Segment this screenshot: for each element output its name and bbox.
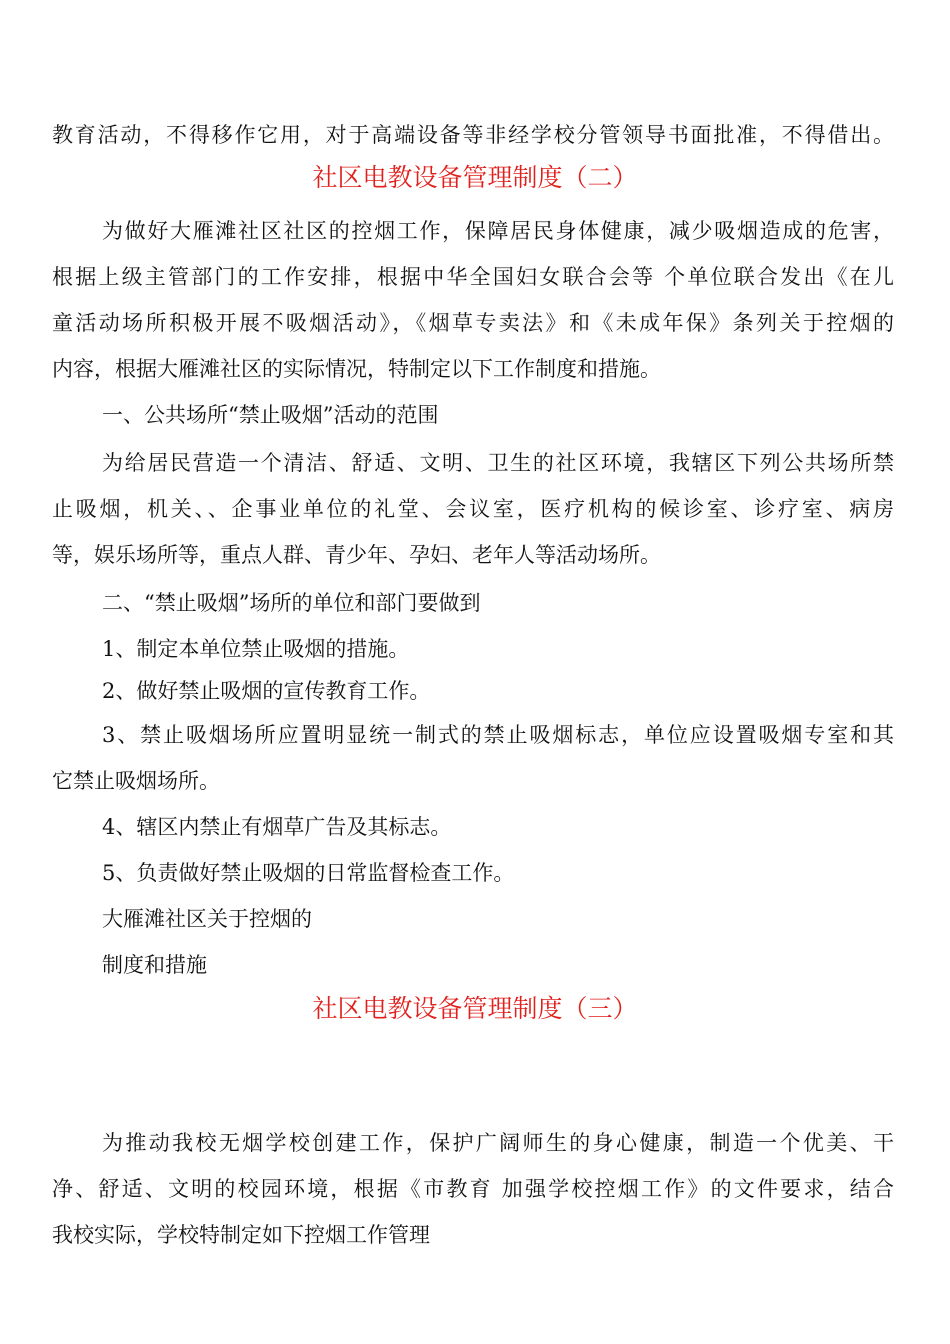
s2-item3-line2: 它禁止吸烟场所。 (52, 769, 220, 793)
s2-para1-line1: 为做好大雁滩社区社区的控烟工作，保障居民身体健康，减少吸烟造成的危害， (102, 219, 894, 243)
s3-para1-line3: 我校实际，学校特制定如下控烟工作管理 (52, 1223, 430, 1247)
s2-para2-line2: 止吸烟，机关、、企事业单位的礼堂、会议室，医疗机构的候诊室、诊疗室、病房 (52, 497, 894, 521)
s3-para1-line2: 净、舒适、文明的校园环境，根据《市教育 加强学校控烟工作》的文件要求，结合 (52, 1177, 894, 1201)
section-2-title: 社区电教设备管理制度（二） (312, 163, 638, 192)
s2-para1-line3: 童活动场所积极开展不吸烟活动》，《烟草专卖法》和《未成年保》条列关于控烟的 (52, 311, 894, 335)
s2-closing-line2: 制度和措施 (102, 953, 207, 977)
s2-item4: 4、辖区内禁止有烟草广告及其标志。 (102, 815, 452, 839)
s2-item2: 2、做好禁止吸烟的宣传教育工作。 (102, 679, 431, 703)
s2-heading1: 一、公共场所“禁止吸烟”活动的范围 (102, 403, 439, 427)
s2-item3-line1: 3、禁止吸烟场所应置明显统一制式的禁止吸烟标志，单位应设置吸烟专室和其 (102, 723, 894, 747)
intro-line: 教育活动，不得移作它用，对于高端设备等非经学校分管领导书面批准，不得借出。 (52, 123, 894, 147)
s2-item5: 5、负责做好禁止吸烟的日常监督检查工作。 (102, 861, 515, 885)
s2-para1-line2: 根据上级主管部门的工作安排，根据中华全国妇女联合会等 个单位联合发出《在儿 (52, 265, 894, 289)
section-3-title: 社区电教设备管理制度（三） (312, 994, 638, 1023)
s3-para1-line1: 为推动我校无烟学校创建工作，保护广阔师生的身心健康，制造一个优美、干 (102, 1131, 894, 1155)
s2-item1: 1、制定本单位禁止吸烟的措施。 (102, 637, 410, 661)
s2-para1-line4: 内容，根据大雁滩社区的实际情况，特制定以下工作制度和措施。 (52, 357, 661, 381)
s2-heading2: 二、“禁止吸烟”场所的单位和部门要做到 (102, 591, 481, 615)
s2-para2-line3: 等，娱乐场所等，重点人群、青少年、孕妇、老年人等活动场所。 (52, 543, 661, 567)
s2-closing-line1: 大雁滩社区关于控烟的 (102, 907, 312, 931)
s2-para2-line1: 为给居民营造一个清洁、舒适、文明、卫生的社区环境，我辖区下列公共场所禁 (102, 451, 894, 475)
